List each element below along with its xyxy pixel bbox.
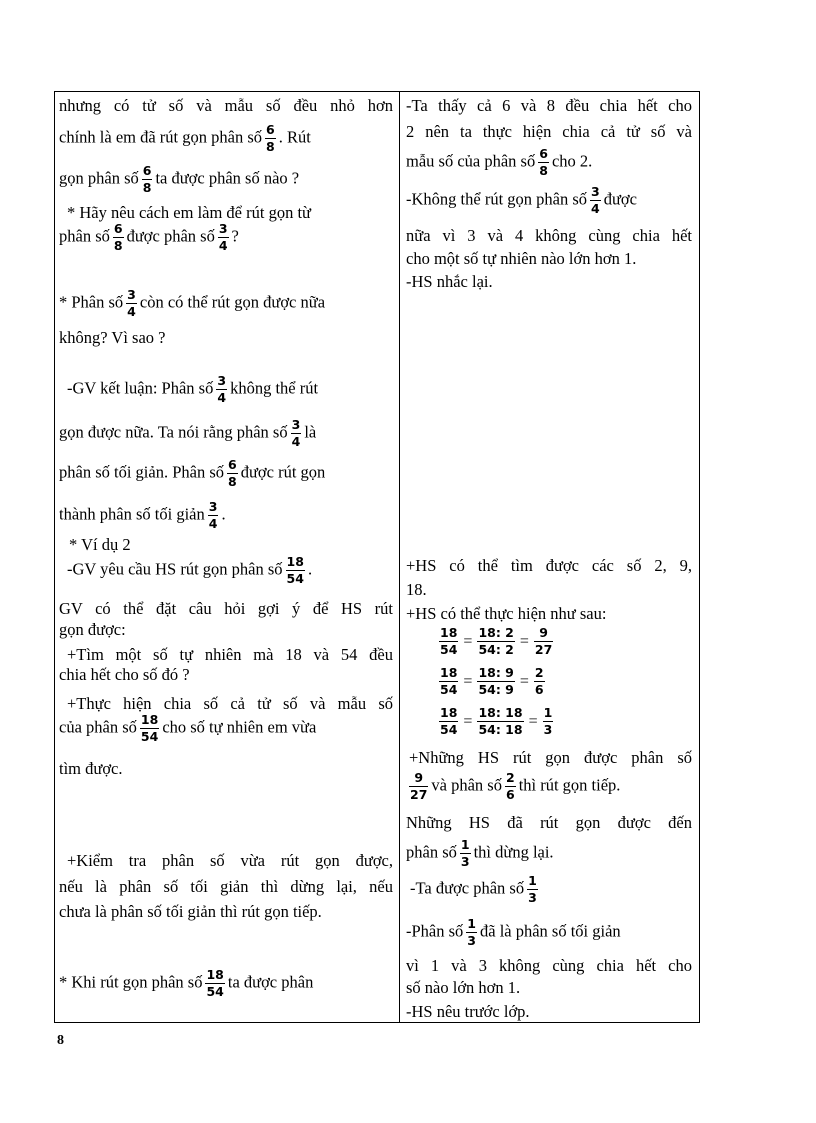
text-line: phân số $\frac{6}{8}$ được phân số $\frac{3}{4}$ ?: [59, 221, 239, 253]
fraction: $\frac{9}{27}$: [410, 770, 428, 802]
fraction: $\frac{1}{3}$: [543, 705, 553, 737]
fraction: $\frac{3}{4}$: [217, 373, 227, 405]
text-line: số nào lớn hơn 1.: [406, 978, 521, 997]
text-line: nữa vì 3 và 4 không cùng chia hết: [406, 226, 692, 245]
teacher-column: [55, 92, 399, 1022]
text-line: -Ta được phân số $\frac{1}{3}$: [410, 873, 537, 905]
fraction: $\frac{18: 2}{54: 2}$: [478, 625, 514, 657]
text-line: -HS nêu trước lớp.: [406, 1002, 530, 1021]
text-line: 2 nên ta thực hiện chia cả tử số và: [406, 122, 692, 141]
fraction: $\frac{2}{6}$: [534, 665, 544, 697]
fraction: $\frac{18}{54}$: [286, 554, 304, 586]
text-line: -Ta thấy cả 6 và 8 đều chia hết cho: [406, 96, 692, 115]
text-line: 18.: [406, 580, 427, 599]
text-line: nhưng có tử số và mẫu số đều nhỏ hơn: [59, 96, 393, 115]
text-line: +Kiểm tra phân số vừa rút gọn được,: [67, 851, 393, 870]
text-line: +Thực hiện chia số cả tử số và mẫu số: [67, 694, 393, 713]
lesson-table: [54, 91, 700, 1023]
student-column: [400, 92, 700, 1022]
text-line: * Hãy nêu cách em làm để rút gọn từ: [67, 203, 311, 222]
fraction: $\frac{18}{54}$: [140, 712, 159, 744]
text-line: +Tìm một số tự nhiên mà 18 và 54 đều: [67, 645, 393, 664]
text-line: Những HS đã rút gọn được đến: [406, 813, 692, 832]
text-line: phân số tối giản. Phân số $\frac{6}{8}$ được rút gọn: [59, 457, 326, 489]
fraction: $\frac{18: 9}{54: 9}$: [478, 665, 514, 697]
fraction: $\frac{9}{27}$: [534, 625, 553, 657]
text-line: chính là em đã rút gọn phân số $\frac{6}{8}$ . Rút: [59, 122, 311, 154]
text-line: chưa là phân số tối giản thì rút gọn tiếp.: [59, 902, 322, 921]
text-line: * Khi rút gọn phân số $\frac{18}{54}$ ta được phân: [59, 967, 314, 999]
text-line: * Ví dụ 2: [69, 535, 131, 554]
text-line: -GV kết luận: Phân số $\frac{3}{4}$ không thể rút: [67, 373, 319, 405]
fraction: $\frac{18}{54}$: [440, 665, 458, 697]
fraction: $\frac{6}{8}$: [113, 221, 123, 253]
text-line: của phân số $\frac{18}{54}$ cho số tự nhiên em vừa: [59, 712, 317, 744]
text-line: gọn được:: [59, 620, 126, 639]
text-line: +HS có thể thực hiện như sau:: [406, 604, 607, 623]
text-line: -Phân số $\frac{1}{3}$ đã là phân số tối giản: [406, 916, 621, 948]
text-line: phân số $\frac{1}{3}$ thì dừng lại.: [406, 837, 554, 869]
text-line: -GV yêu cầu HS rút gọn phân số $\frac{18}{54}$ .: [67, 554, 313, 586]
text-line: GV có thể đặt câu hỏi gợi ý để HS rút: [59, 599, 393, 618]
fraction: $\frac{6}{8}$: [228, 457, 237, 489]
fraction: $\frac{18}{54}$: [440, 705, 458, 737]
text-line: $\frac{9}{27}$ và phân số $\frac{2}{6}$ thì rút gọn tiếp.: [410, 770, 621, 802]
equation-line: $\frac{18}{54}$ = $\frac{18: 9}{54: 9}$ = $\frac{2}{6}$: [440, 665, 544, 697]
text-line: tìm được.: [59, 759, 123, 778]
fraction: $\frac{1}{3}$: [460, 837, 470, 869]
fraction: $\frac{6}{8}$: [142, 163, 152, 195]
text-line: mẫu số của phân số $\frac{6}{8}$ cho 2.: [406, 146, 593, 178]
text-line: gọn được nữa. Ta nói rằng phân số $\frac{3}{4}$ là: [59, 417, 317, 449]
fraction: $\frac{3}{4}$: [591, 184, 600, 216]
text-line: -Không thể rút gọn phân số $\frac{3}{4}$ được: [406, 184, 637, 216]
fraction: $\frac{18}{54}$: [440, 625, 458, 657]
text-line: chia hết cho số đó ?: [59, 665, 190, 684]
text-line: +HS có thể tìm được các số 2, 9,: [406, 556, 692, 575]
text-line: vì 1 và 3 không cùng chia hết cho: [406, 956, 692, 975]
text-line: gọn phân số $\frac{6}{8}$ ta được phân số nào ?: [59, 163, 300, 195]
text-line: nếu là phân số tối giản thì dừng lại, nếu: [59, 877, 393, 896]
fraction: $\frac{6}{8}$: [266, 122, 275, 154]
fraction: $\frac{3}{4}$: [291, 417, 301, 449]
fraction: $\frac{18}{54}$: [206, 967, 224, 999]
fraction: $\frac{3}{4}$: [208, 499, 218, 531]
fraction: $\frac{2}{6}$: [505, 770, 515, 802]
text-line: * Phân số $\frac{3}{4}$ còn có thể rút gọn được nữa: [59, 287, 326, 319]
text-line: không? Vì sao ?: [59, 328, 166, 347]
fraction: $\frac{1}{3}$: [467, 916, 476, 948]
text-line: -HS nhắc lại.: [406, 272, 493, 291]
text-line: +Những HS rút gọn được phân số: [409, 748, 692, 767]
text-line: cho một số tự nhiên nào lớn hơn 1.: [406, 249, 637, 268]
equation-line: $\frac{18}{54}$ = $\frac{18: 2}{54: 2}$ = $\frac{9}{27}$: [440, 625, 553, 657]
page-number: 8: [57, 1033, 64, 1048]
fraction: $\frac{1}{3}$: [528, 873, 537, 905]
fraction: $\frac{3}{4}$: [127, 287, 136, 319]
text-line: thành phân số tối giản $\frac{3}{4}$ .: [59, 499, 226, 531]
fraction: $\frac{18: 18}{54: 18}$: [478, 705, 523, 737]
fraction: $\frac{3}{4}$: [218, 221, 228, 253]
equation-line: $\frac{18}{54}$ = $\frac{18: 18}{54: 18}$ = $\frac{1}{3}$: [440, 705, 553, 737]
fraction: $\frac{6}{8}$: [539, 146, 548, 178]
